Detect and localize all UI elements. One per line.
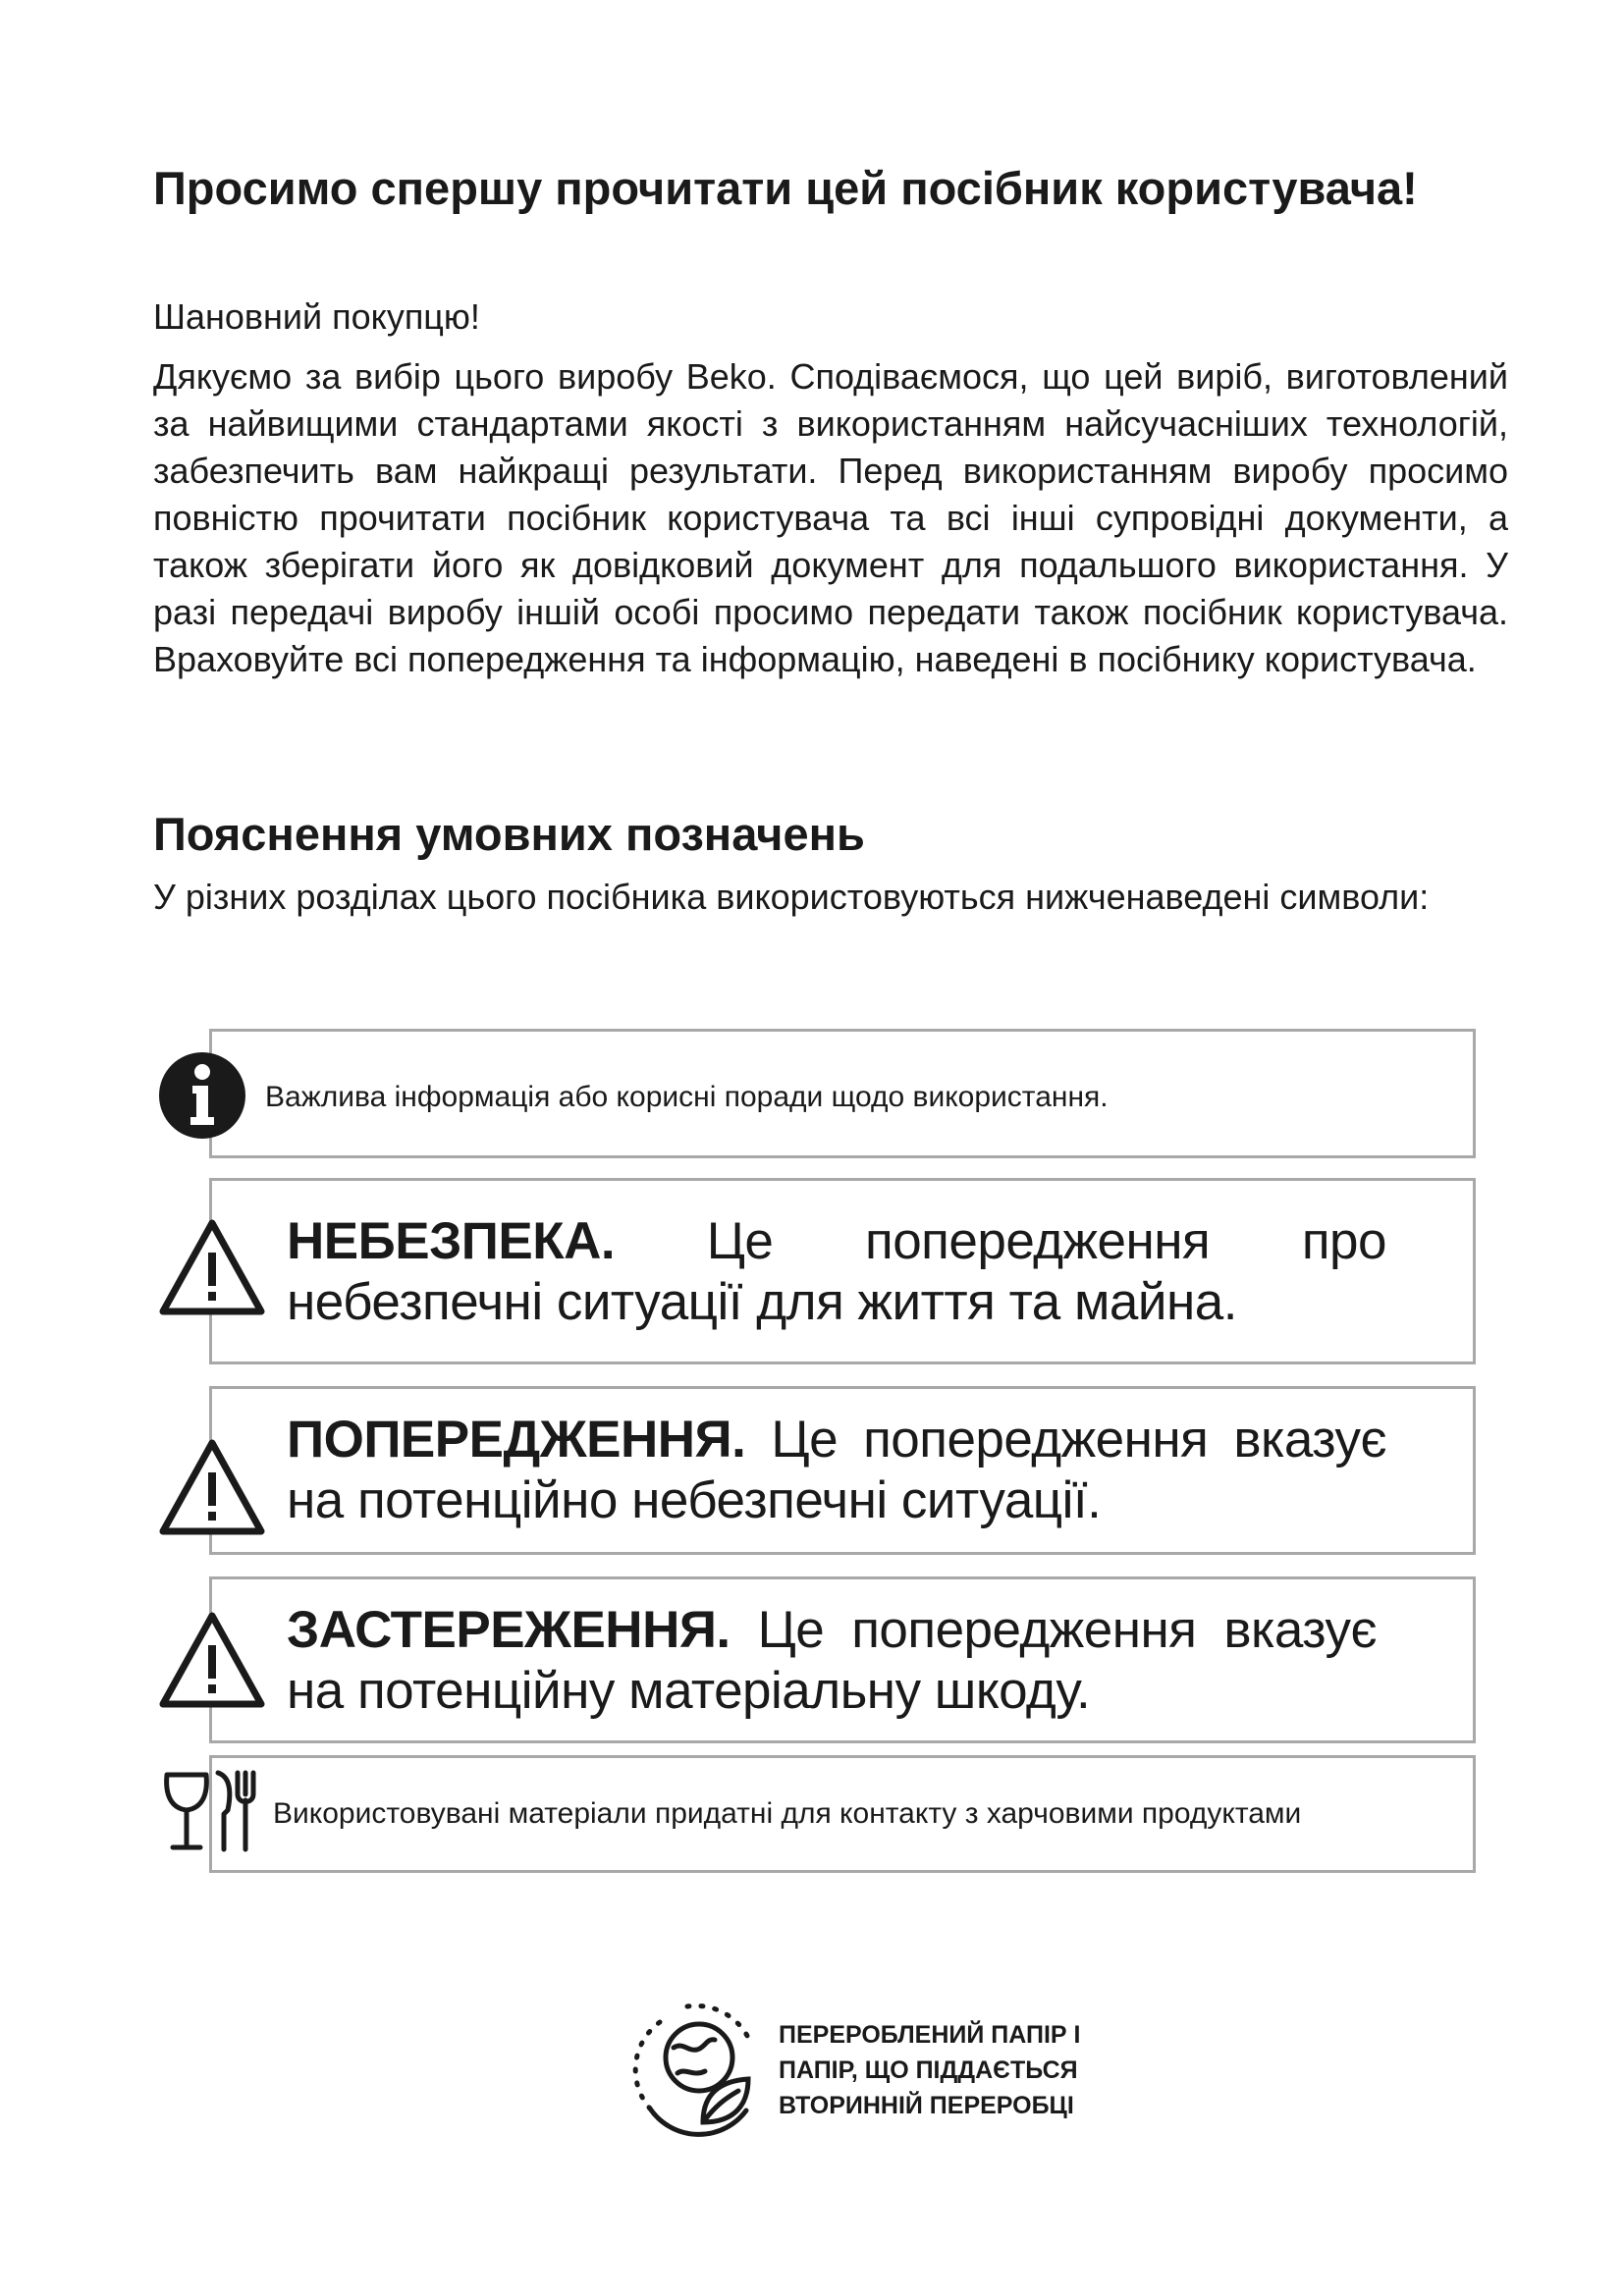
recycled-line-1: ПЕРЕРОБЛЕНИЙ ПАПІР І: [779, 2021, 1081, 2049]
warning-description: Це попередження вказує на потенційно небезпечні ситуації.: [287, 1411, 1386, 1529]
danger-label: НЕБЕЗПЕКА.: [287, 1212, 616, 1270]
symbols-section-intro: У різних розділах цього посібника використовуються нижченаведені символи:: [153, 877, 1430, 917]
food-contact-icon: [159, 1767, 257, 1857]
page-title: Просимо спершу прочитати цей посібник користувача!: [153, 162, 1418, 214]
food-symbol-text: Використовувані матеріали придатні для контакту з харчовими продуктами: [273, 1797, 1302, 1830]
caution-label: ЗАСТЕРЕЖЕННЯ.: [287, 1601, 731, 1659]
info-symbol-text: Важлива інформація або корисні поради щодо використання.: [265, 1081, 1109, 1113]
warning-triangle-icon: [157, 1610, 267, 1710]
intro-paragraph: Дякуємо за вибір цього виробу Beko. Сподіваємося, що цей виріб, виготовлений за найвищими стандартами якості з використанням найсучасніших технологій, забезпечить вам найкращі результати. Перед використанням виробу просимо повністю прочитати посібник користувача та всі інші супровідні документи, а також зберігати його як довідковий документ для подальшого використання. У разі передачі виробу іншій особі просимо передати також посібник користувача. Враховуйте всі попередження та інформацію, наведені в посібнику користувача.: [153, 356, 1508, 679]
recycled-line-2: ПАПІР, ЩО ПІДДАЄТЬСЯ: [779, 2056, 1078, 2084]
caution-symbol-text: [287, 1600, 1377, 1722]
warning-triangle-icon: [157, 1437, 267, 1537]
recycled-paper-icon: [628, 1993, 766, 2140]
warning-symbol-text: [287, 1410, 1386, 1531]
danger-description: Це попередження про небезпечні ситуації для життя та майна.: [287, 1212, 1386, 1331]
greeting: Шановний покупцю!: [153, 296, 480, 337]
info-icon: [157, 1050, 247, 1141]
warning-triangle-icon: [157, 1217, 267, 1317]
warning-label: ПОПЕРЕДЖЕННЯ.: [287, 1411, 746, 1468]
recycled-line-3: ВТОРИННІЙ ПЕРЕРОБЦІ: [779, 2092, 1074, 2119]
caution-description: Це попередження вказує на потенційну матеріальну шкоду.: [287, 1601, 1377, 1720]
danger-symbol-text: [287, 1211, 1386, 1333]
symbols-section-title: Пояснення умовних позначень: [153, 808, 865, 860]
recycled-paper-text: [779, 2017, 1093, 2123]
